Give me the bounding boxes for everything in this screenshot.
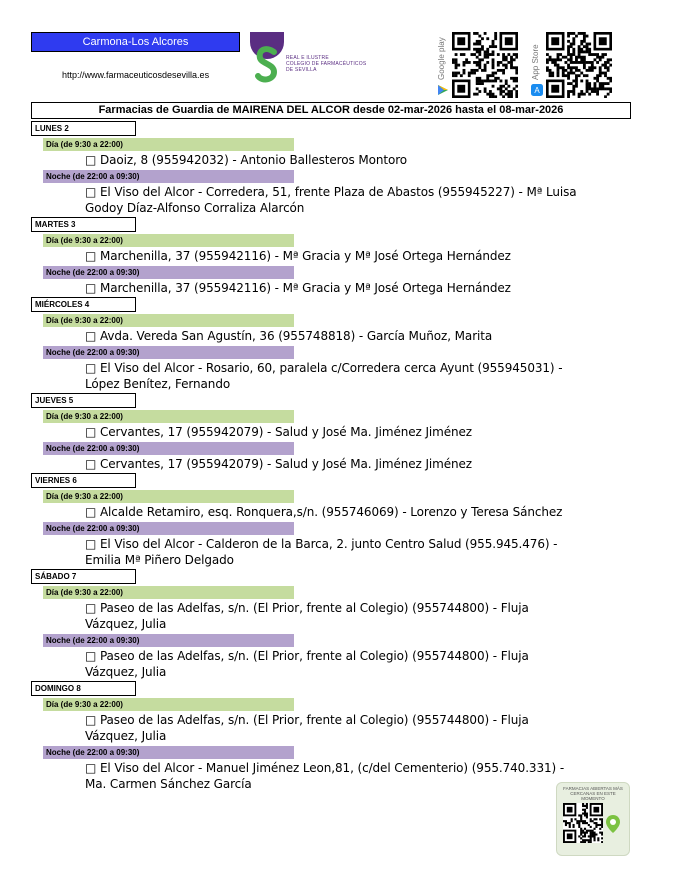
day-shift-label: Día (de 9:30 a 22:00) [43, 314, 294, 327]
day-shift-label: Día (de 9:30 a 22:00) [43, 490, 294, 503]
google-play-qr-icon[interactable] [452, 32, 518, 98]
pharmacy-entry: □ Alcalde Retamiro, esq. Ronquera,s/n. (955746069) - Lorenzo y Teresa Sánchez [85, 505, 563, 519]
pharmacy-entry: □ Paseo de las Adelfas, s/n. (El Prior, frente al Colegio) (955744800) - Fluja Vázquez, Julia [85, 649, 529, 679]
night-shift-label: Noche (de 22:00 a 09:30) [43, 170, 294, 183]
day-header: JUEVES 5 [31, 393, 136, 408]
pharmacy-entry: □ Marchenilla, 37 (955942116) - Mª Gracia y Mª José Ortega Hernández [85, 249, 511, 263]
day-header: SÁBADO 7 [31, 569, 136, 584]
night-shift-label: Noche (de 22:00 a 09:30) [43, 266, 294, 279]
day-header: MARTES 3 [31, 217, 136, 232]
day-shift-label: Día (de 9:30 a 22:00) [43, 698, 294, 711]
google-play-label: Google play [437, 37, 446, 80]
app-store-icon [531, 84, 543, 96]
pharmacy-entry: □ El Viso del Alcor - Rosario, 60, paralela c/Corredera cerca Ayunt (955945031) - López Benítez, Fernando [85, 361, 563, 391]
pharmacy-entry: □ Cervantes, 17 (955942079) - Salud y José Ma. Jiménez Jiménez [85, 425, 472, 439]
badge-text: FARMACIAS ABIERTAS MÁS CERCANAS EN ESTE MOMENTO [563, 786, 623, 801]
day-shift-label: Día (de 9:30 a 22:00) [43, 586, 294, 599]
pharmacy-entry: □ El Viso del Alcor - Corredera, 51, frente Plaza de Abastos (955945227) - Mª Luisa Godoy Díaz-Alfonso Corraliza Alarcón [85, 185, 577, 215]
day-shift-label: Día (de 9:30 a 22:00) [43, 138, 294, 151]
app-store-qr-icon[interactable] [546, 32, 612, 98]
night-shift-label: Noche (de 22:00 a 09:30) [43, 746, 294, 759]
day-header: MIÉRCOLES 4 [31, 297, 136, 312]
google-play-icon [437, 84, 449, 96]
location-pin-icon [606, 815, 620, 833]
night-shift-label: Noche (de 22:00 a 09:30) [43, 346, 294, 359]
page-title: Farmacias de Guardia de MAIRENA DEL ALCOR desde 02-mar-2026 hasta el 08-mar-2026 [31, 102, 631, 119]
region-label: Carmona-Los Alcores [31, 32, 240, 52]
day-header: VIERNES 6 [31, 473, 136, 488]
night-shift-label: Noche (de 22:00 a 09:30) [43, 442, 294, 455]
day-shift-label: Día (de 9:30 a 22:00) [43, 410, 294, 423]
pharmacy-entry: □ Avda. Vereda San Agustín, 36 (955748818) - García Muñoz, Marita [85, 329, 493, 343]
colegio-logo [250, 32, 284, 86]
pharmacy-entry: □ El Viso del Alcor - Calderon de la Barca, 2. junto Centro Salud (955.945.476) - Emilia Mª Piñero Delgado [85, 537, 558, 567]
pharmacy-entry: □ Paseo de las Adelfas, s/n. (El Prior, frente al Colegio) (955744800) - Fluja Vázquez, Julia [85, 713, 529, 743]
guard-schedule [31, 120, 631, 792]
svg-text:A: A [534, 86, 540, 95]
pharmacy-entry: □ Cervantes, 17 (955942079) - Salud y José Ma. Jiménez Jiménez [85, 457, 472, 471]
nearby-qr-icon[interactable] [563, 803, 603, 843]
day-header: LUNES 2 [31, 121, 136, 136]
night-shift-label: Noche (de 22:00 a 09:30) [43, 634, 294, 647]
night-shift-label: Noche (de 22:00 a 09:30) [43, 522, 294, 535]
pharmacy-entry: □ El Viso del Alcor - Manuel Jiménez Leon,81, (c/del Cementerio) (955.740.331) - Ma. Carmen Sánchez García [85, 761, 565, 791]
website-url[interactable]: http://www.farmaceuticosdesevilla.es [62, 70, 210, 80]
pharmacy-entry: □ Paseo de las Adelfas, s/n. (El Prior, frente al Colegio) (955744800) - Fluja Vázquez, Julia [85, 601, 529, 631]
pharmacy-entry: □ Marchenilla, 37 (955942116) - Mª Gracia y Mª José Ortega Hernández [85, 281, 511, 295]
day-shift-label: Día (de 9:30 a 22:00) [43, 234, 294, 247]
colegio-name: REAL E ILUSTRE COLEGIO DE FARMACÉUTICOS DE SEVILLA [286, 55, 367, 73]
app-store-label: App Store [531, 44, 540, 80]
day-header: DOMINGO 8 [31, 681, 136, 696]
pharmacy-entry: □ Daoiz, 8 (955942032) - Antonio Ballesteros Montoro [85, 153, 408, 167]
